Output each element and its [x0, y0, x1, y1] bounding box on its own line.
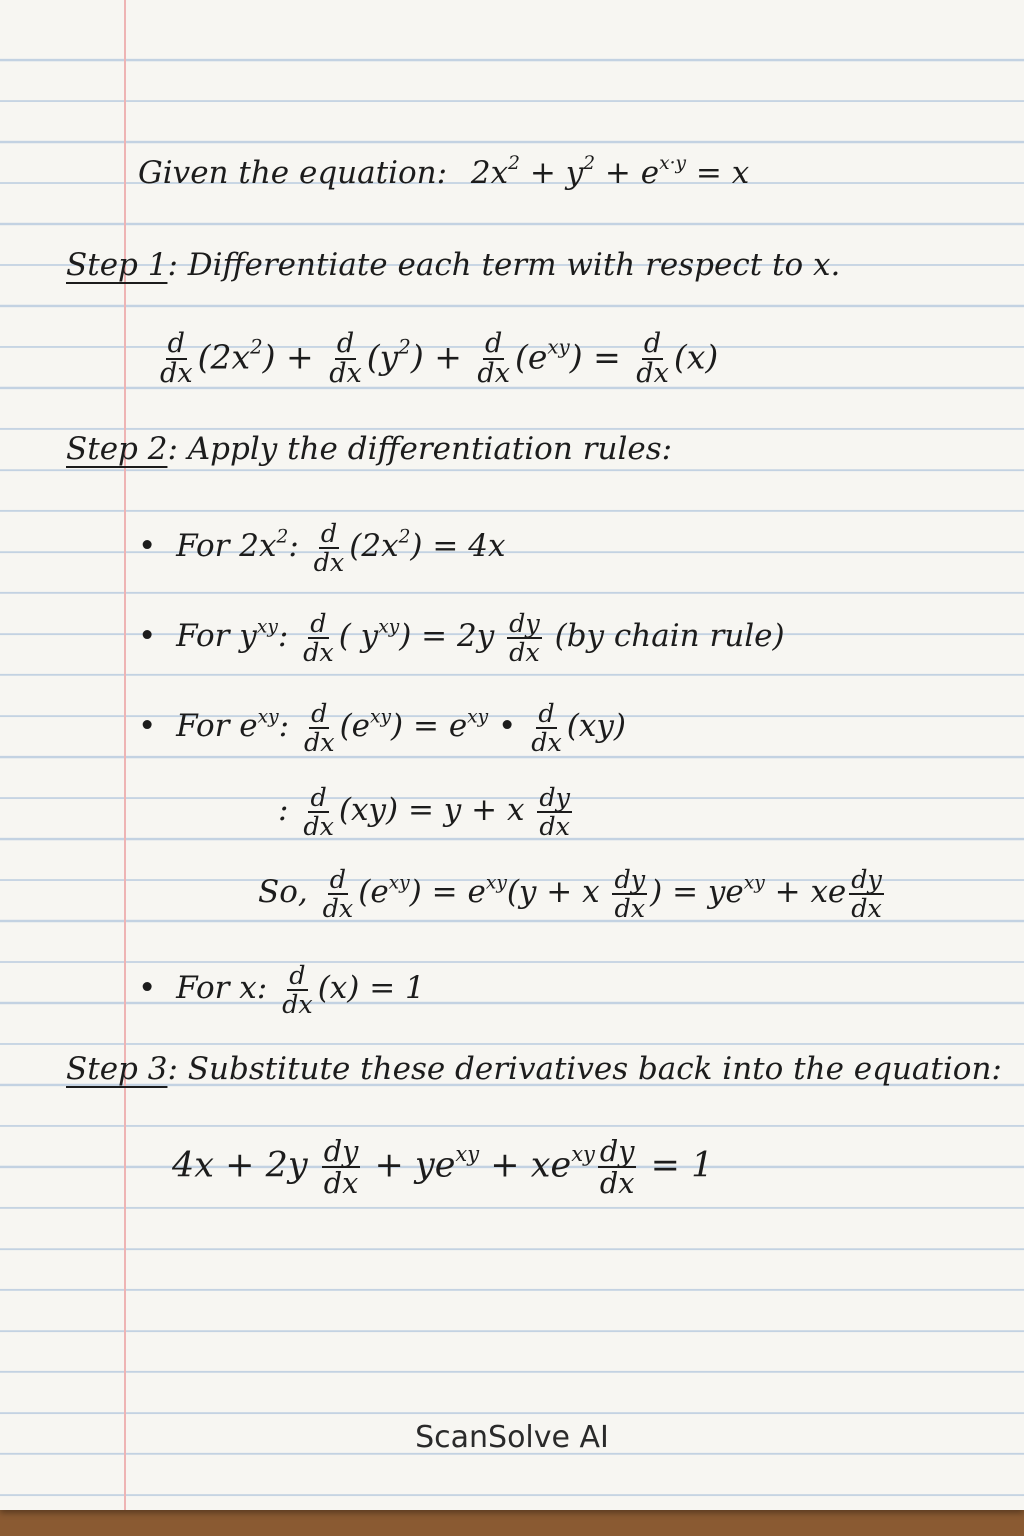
- derivative-operator: $\frac{d}{dx}$: [303, 608, 334, 667]
- rule-product: : $\frac{d}{dx}$ (xy) = y + x $\frac{dy}{dx}$: [278, 782, 570, 841]
- equals-sign: =: [695, 155, 722, 191]
- step3-equation: 4x + 2y $\frac{dy}{dx}$ + $ye^{xy} + xe^{xy}$ $\frac{dy}{dx}$ = 1: [172, 1134, 714, 1201]
- chain-rule-note: (by chain rule): [554, 618, 785, 655]
- derivative-operator: $\frac{d}{dx}$: [313, 518, 345, 577]
- given-term-3: $e^{x\cdot y}$: [640, 153, 687, 191]
- step1-heading: [66, 247, 841, 283]
- derivative-operator: $\frac{d}{dx}$: [303, 698, 335, 757]
- derivative-operator: $\frac{d}{dx}$: [160, 328, 193, 390]
- given-equation-line: [138, 153, 750, 191]
- dy-dx-fraction: $\frac{dy}{dx}$: [323, 1134, 359, 1201]
- derivative-operator: $\frac{d}{dx}$: [531, 698, 562, 757]
- plus-sign: +: [529, 155, 556, 191]
- derivative-operator: $\frac{d}{dx}$: [303, 782, 334, 841]
- step3-heading: [66, 1051, 1002, 1087]
- step2-text: : Apply the differentiation rules:: [167, 431, 673, 467]
- given-rhs: x: [731, 155, 750, 191]
- rule-chain: • For $y^{xy}$: $\frac{d}{dx}$ ( $y^{xy}) = 2y$ $\frac{dy}{dx}$ (by chain rule): [138, 608, 785, 667]
- dot-operator: •: [498, 708, 517, 745]
- dy-dx-fraction: $\frac{dy}{dx}$: [539, 782, 570, 841]
- bullet-icon: •: [138, 528, 157, 565]
- rule-power: • For $2x^2$: $\frac{d}{dx}$ $(2x^2) = 4x$: [138, 518, 506, 577]
- dy-dx-fraction: $\frac{dy}{dx}$: [851, 864, 882, 923]
- derivative-operator: $\frac{d}{dx}$: [636, 328, 669, 390]
- step1-label: Step 1: [66, 247, 168, 283]
- given-label: Given the equation:: [138, 155, 448, 191]
- rule-exponential: • For $e^{xy}$: $\frac{d}{dx}$ $(e^{xy}) = e^{xy}$ • $\frac{d}{dx}$ (xy): [138, 698, 626, 757]
- rule-combined: So, $\frac{d}{dx}$ $(e^{xy}) = e^{xy}(y + x$ $\frac{dy}{dx}$ ) = $ye^{xy}$ + xe $\frac{dy}{dx}$: [258, 864, 882, 923]
- brand-watermark: ScanSolve AI: [415, 1420, 609, 1455]
- step1-text: : Differentiate each term with respect to x.: [167, 247, 841, 283]
- dy-dx-fraction: $\frac{dy}{dx}$: [614, 864, 646, 923]
- step1-equation: $\frac{d}{dx}$ $(2x^2)$ + $\frac{d}{dx}$ $(y^2)$ + $\frac{d}{dx}$ $(e^{xy})$ = $\frac{d}{dx}$ (x): [160, 328, 719, 390]
- dy-dx-fraction: $\frac{dy}{dx}$: [509, 608, 540, 667]
- given-term-2: $y^2$: [565, 153, 596, 191]
- step2-label: Step 2: [66, 431, 168, 467]
- bullet-icon: •: [138, 708, 157, 745]
- dy-dx-fraction: $\frac{dy}{dx}$: [599, 1134, 635, 1201]
- derivative-operator: $\frac{d}{dx}$: [282, 960, 313, 1019]
- plus-sign: +: [604, 155, 631, 191]
- bullet-icon: •: [138, 618, 157, 655]
- derivative-operator: $\frac{d}{dx}$: [477, 328, 510, 390]
- step3-label: Step 3: [66, 1051, 168, 1087]
- derivative-operator: $\frac{d}{dx}$: [322, 864, 354, 923]
- bullet-icon: •: [138, 970, 157, 1007]
- step3-text: : Substitute these derivatives back into the equation:: [167, 1051, 1002, 1087]
- margin-line: [124, 0, 126, 1510]
- given-term-1: $2x^2$: [470, 153, 520, 191]
- derivative-operator: $\frac{d}{dx}$: [329, 328, 362, 390]
- step2-heading: [66, 431, 673, 467]
- rule-identity: • For x: $\frac{d}{dx}$ (x) = 1: [138, 960, 425, 1019]
